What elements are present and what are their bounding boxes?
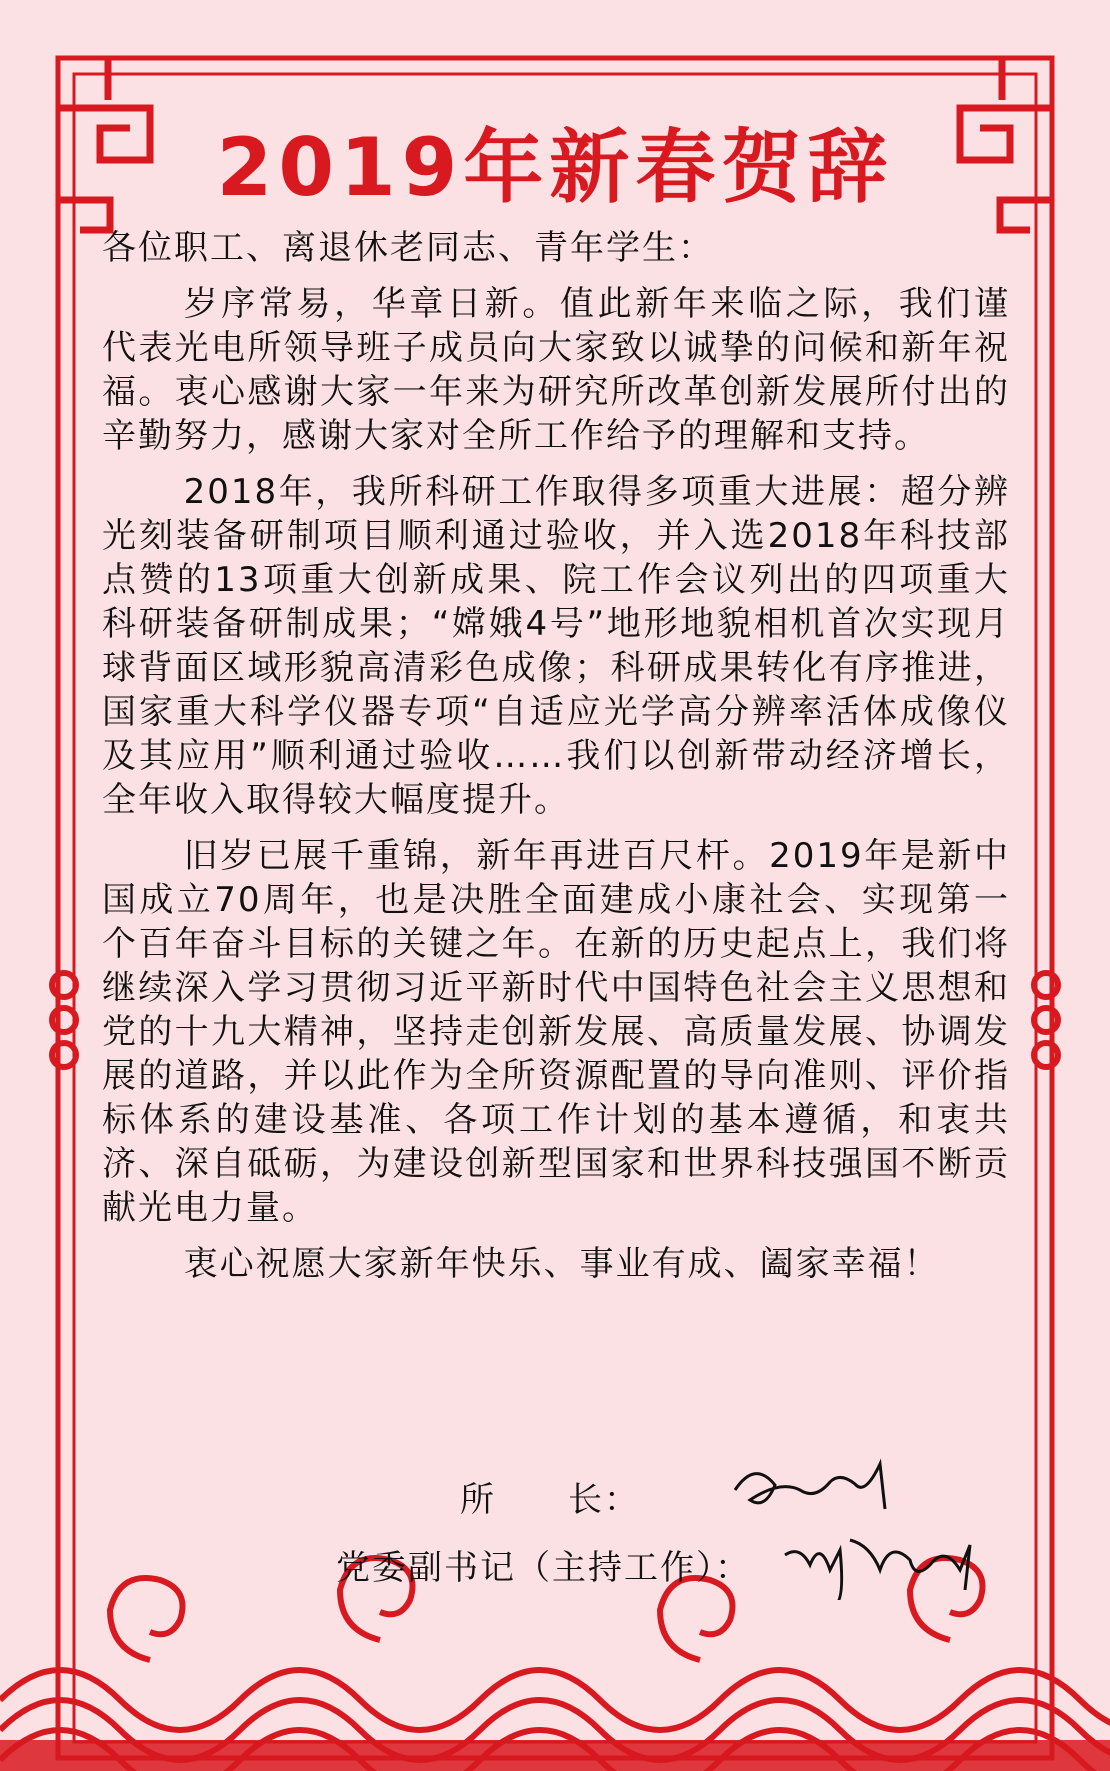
director-signature [730,1450,910,1530]
paragraph-2: 2018年，我所科研工作取得多项重大进展：超分辨光刻装备研制项目顺利通过验收，并入选2018年科技部点赞的13项重大创新成果、院工作会议列出的四项重大科研装备研制成果；“嫦娥4号”地形地貌相机首次实现月球背面区域形貌高清彩色成像；科研成果转化有序推进，国家重大科学仪器专项“自适应光学高分辨率活体成像仪及其应用”顺利通过验收……我们以创新带动经济增长，全年收入取得较大幅度提升。 [102,472,1010,820]
paragraph-1: 岁序常易，华章日新。值此新年来临之际，我们谨代表光电所领导班子成员向大家致以诚挚的问候和新年祝福。衷心感谢大家一年来为研究所改革创新发展所付出的辛勤努力，感谢大家对全所工作给予的理解和支持。 [102,284,1010,456]
paragraph-3: 旧岁已展千重锦，新年再进百尺杆。2019年是新中国成立70周年，也是决胜全面建成小康社会、实现第一个百年奋斗目标的关键之年。在新的历史起点上，我们将继续深入学习贯彻习近平新时代中国特色社会主义思想和党的十九大精神，坚持走创新发展、高质量发展、协调发展的道路，并以此作为全所资源配置的导向准则、评价指标体系的建设基准、各项工作计划的基本遵循，和衷共济、深自砥砺，为建设创新型国家和世界科技强国不断贡献光电力量。 [102,836,1010,1228]
letter-body [102,226,1010,1286]
salutation: 各位职工、离退休老同志、青年学生： [102,228,714,268]
closing-wish: 衷心祝愿大家新年快乐、事业有成、阖家幸福！ [183,1244,940,1284]
party-secretary-label: 党委副书记（主持工作）： [336,1548,751,1588]
director-label: 所 长： [460,1480,640,1520]
page-title: 2019年新春贺辞 [216,121,894,214]
party-secretary-signature [780,1520,990,1600]
